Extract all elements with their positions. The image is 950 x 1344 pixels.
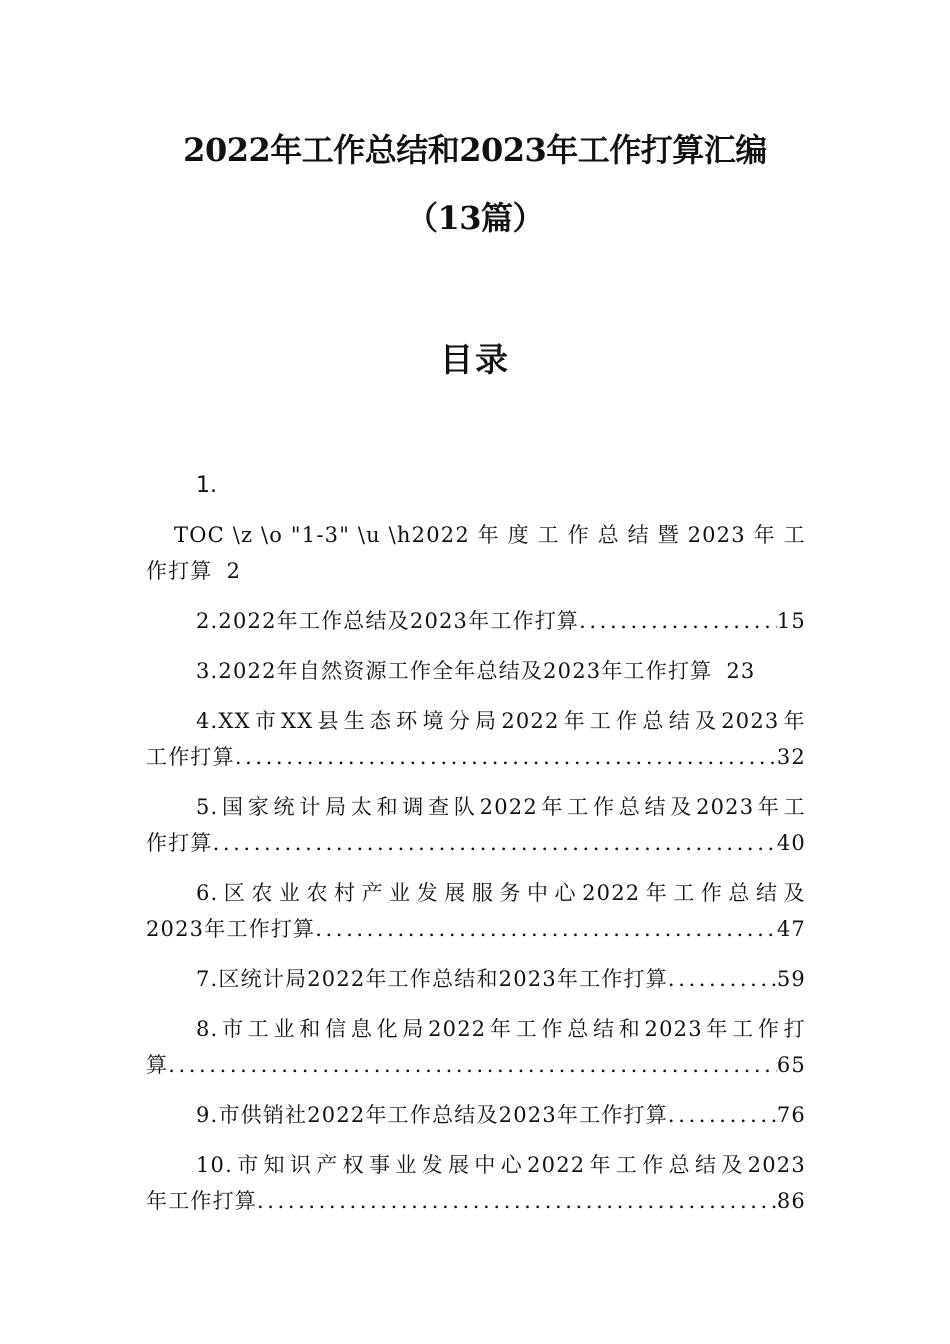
toc-entry-page: 40 bbox=[776, 831, 806, 855]
toc-entry-text-cont: 工作打算 bbox=[146, 745, 235, 769]
toc-first-number: 1. bbox=[196, 473, 217, 498]
toc-entry-text: 6. 区 农 业 农 村 产 业 发 展 服 务 中 心 2022 年 工 作 总 结 及 bbox=[196, 881, 806, 905]
toc-entry[interactable] bbox=[146, 961, 806, 997]
toc-entry[interactable] bbox=[146, 1147, 806, 1219]
toc-entry-page: 15 bbox=[776, 609, 806, 633]
toc-entry-page: 76 bbox=[776, 1103, 806, 1127]
toc-entry-page: 47 bbox=[776, 917, 806, 941]
toc-entry-text: 8. 市 工 业 和 信 息 化 局 2022 年 工 作 总 结 和 2023 年 工 作 打 bbox=[196, 1017, 806, 1041]
toc-entry-text-cont: 作打算 bbox=[146, 559, 213, 583]
toc-entry[interactable] bbox=[146, 703, 806, 775]
toc-leader-dots bbox=[668, 1097, 777, 1133]
toc-entry-text: 10. 市 知 识 产 权 事 业 发 展 中 心 2022 年 工 作 总 结 及 2023 bbox=[196, 1153, 806, 1177]
toc-leader-dots bbox=[315, 911, 777, 947]
toc-entry-text: 3.2022年自然资源工作全年总结及2023年工作打算 bbox=[196, 659, 713, 683]
toc-leader-dots bbox=[579, 603, 777, 639]
toc-leader-dots bbox=[235, 739, 777, 775]
toc-entry-text-cont: 算 bbox=[146, 1053, 169, 1077]
toc-entry[interactable] bbox=[146, 875, 806, 947]
document-title: 2022年工作总结和2023年工作打算汇编 bbox=[183, 131, 767, 169]
toc-entry-text: 2.2022年工作总结及2023年工作打算 bbox=[196, 609, 580, 633]
toc-entry[interactable] bbox=[146, 603, 806, 639]
toc-leader-dots bbox=[257, 1183, 777, 1219]
toc-entry-text: 7.区统计局2022年工作总结和2023年工作打算 bbox=[196, 967, 668, 991]
toc-entry-page: 2 bbox=[226, 559, 242, 583]
toc-entry[interactable] bbox=[146, 1011, 806, 1083]
toc-entry-page: 59 bbox=[776, 967, 806, 991]
toc-entry-text-cont: 作打算 bbox=[146, 831, 213, 855]
toc-entry-text-cont: 年工作打算 bbox=[146, 1189, 257, 1213]
toc-entry-text-cont: 2023年工作打算 bbox=[146, 917, 316, 941]
toc-entry[interactable] bbox=[146, 1097, 806, 1133]
toc-leader-dots bbox=[668, 961, 777, 997]
document-subtitle: （13篇） bbox=[405, 199, 545, 237]
toc-entry-text: 9.市供销社2022年工作总结及2023年工作打算 bbox=[196, 1103, 668, 1127]
toc-entry[interactable] bbox=[146, 517, 806, 589]
toc-list bbox=[146, 472, 806, 1233]
toc-entry-text: TOC \z \o "1-3" \u \h2022 年 度 工 作 总 结 暨 2023 年 工 bbox=[174, 523, 806, 547]
toc-leader-dots bbox=[168, 1047, 777, 1083]
toc-entry[interactable] bbox=[146, 789, 806, 861]
toc-entry-page: 32 bbox=[776, 745, 806, 769]
toc-entry-page: 65 bbox=[776, 1053, 806, 1077]
toc-entry-text: 5. 国 家 统 计 局 太 和 调 查 队 2022 年 工 作 总 结 及 2023 年 工 bbox=[196, 795, 806, 819]
toc-entry-page: 86 bbox=[776, 1189, 806, 1213]
toc-entry-page: 23 bbox=[726, 659, 756, 683]
toc-leader-dots bbox=[213, 825, 777, 861]
toc-heading: 目录 bbox=[440, 340, 510, 379]
toc-entry-text: 4.XX 市 XX 县 生 态 环 境 分 局 2022 年 工 作 总 结 及 2023 年 bbox=[196, 709, 806, 733]
toc-entry[interactable] bbox=[146, 653, 806, 689]
